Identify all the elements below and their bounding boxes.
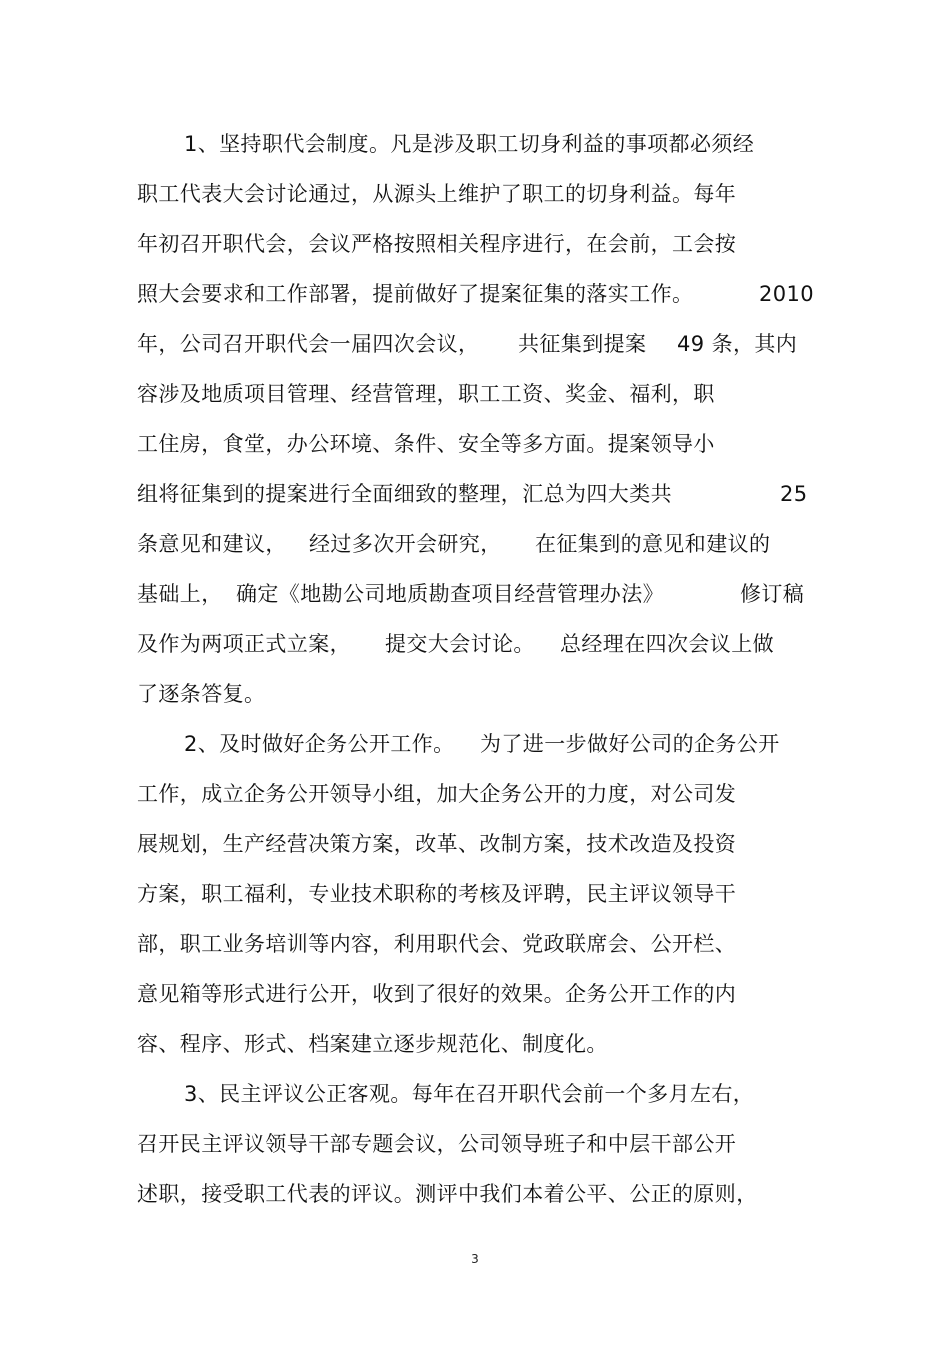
text-line: 召开民主评议领导干部专题会议，公司领导班子和中层干部公开 [137,1132,737,1156]
text-line: 为了进一步做好公司的企务公开 [480,732,780,756]
text-line: 经过多次开会研究， [309,532,502,556]
text-line: 确定《地勘公司地质勘查项目经营管理办法》 [236,582,664,606]
text-line: 述职，接受职工代表的评议。测评中我们本着公平、公正的原则， [137,1182,758,1206]
page-number: 3 [471,1252,479,1266]
text-line: 2010 [759,282,815,306]
text-line: 1、坚持职代会制度。凡是涉及职工切身利益的事项都必须经 [184,132,755,156]
text-line: 工住房，食堂，办公环境、条件、安全等多方面。提案领导小 [137,432,715,456]
text-line: 部，职工业务培训等内容，利用职代会、党政联席会、公开栏、 [137,932,737,956]
text-line: 在征集到的意见和建议的 [535,532,771,556]
text-line: 工作，成立企务公开领导小组，加大企务公开的力度，对公司发 [137,782,737,806]
text-line: 共征集到提案 [518,332,647,356]
text-line: 基础上， [137,582,223,606]
text-line: 3、民主评议公正客观。每年在召开职代会前一个多月左右， [184,1082,755,1106]
text-line: 年，公司召开职代会一届四次会议， [137,332,480,356]
text-line: 容涉及地质项目管理、经营管理，职工工资、奖金、福利，职 [137,382,715,406]
text-line: 及作为两项正式立案， [137,632,351,656]
text-line: 年初召开职代会，会议严格按照相关程序进行，在会前，工会按 [137,232,737,256]
text-line: 职工代表大会讨论通过，从源头上维护了职工的切身利益。每年 [137,182,737,206]
text-line: 2、及时做好企务公开工作。 [184,732,455,756]
text-line: 展规划，生产经营决策方案，改革、改制方案，技术改造及投资 [137,832,737,856]
text-line: 意见箱等形式进行公开，收到了很好的效果。企务公开工作的内 [137,982,737,1006]
text-line: 了逐条答复。 [137,682,266,706]
text-line: 总经理在四次会议上做 [560,632,774,656]
text-line: 照大会要求和工作部署，提前做好了提案征集的落实工作。 [137,282,694,306]
text-line: 修订稿 [740,582,805,606]
text-line: 容、程序、形式、档案建立逐步规范化、制度化。 [137,1032,608,1056]
text-line: 提交大会讨论。 [385,632,535,656]
text-line: 组将征集到的提案进行全面细致的整理，汇总为四大类共 [137,482,672,506]
text-line: 25 [780,482,808,506]
text-line: 方案，职工福利，专业技术职称的考核及评聘，民主评议领导干 [137,882,737,906]
text-line: 49 条，其内 [677,332,798,356]
text-line: 条意见和建议， [137,532,287,556]
